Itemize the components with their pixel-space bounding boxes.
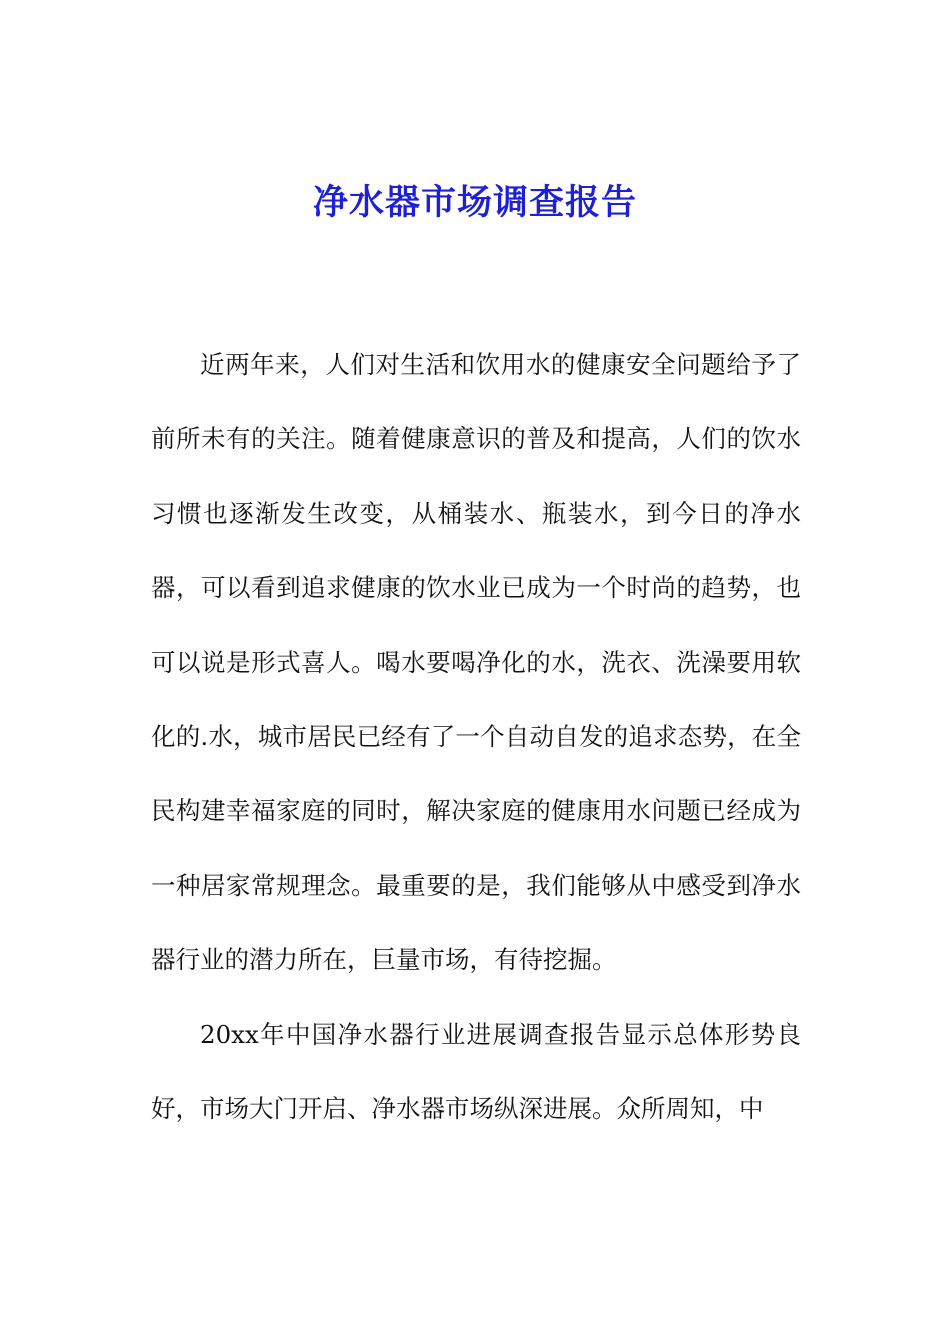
paragraph-2: 20xx年中国净水器行业进展调查报告显示总体形势良好，市场大门开启、净水器市场纵深进展。众所周知，中 <box>151 1019 801 1124</box>
document-title: 净水器市场调查报告 <box>312 182 637 223</box>
document-body <box>151 328 801 1146</box>
paragraph-1: 近两年来，人们对生活和饮用水的健康安全问题给予了前所未有的关注。随着健康意识的普及和提高，人们的饮水习惯也逐渐发生改变，从桶装水、瓶装水，到今日的净水器，可以看到追求健康的饮水业已成为一个时尚的趋势，也可以说是形式喜人。喝水要喝净化的水，洗衣、洗澡要用软化的.水，城市居民已经有了一个自动自发的追求态势，在全民构建幸福家庭的同时，解决家庭的健康用水问题已经成为一种居家常规理念。最重要的是，我们能够从中感受到净水器行业的潜力所在，巨量市场，有待挖掘。 <box>151 350 801 975</box>
